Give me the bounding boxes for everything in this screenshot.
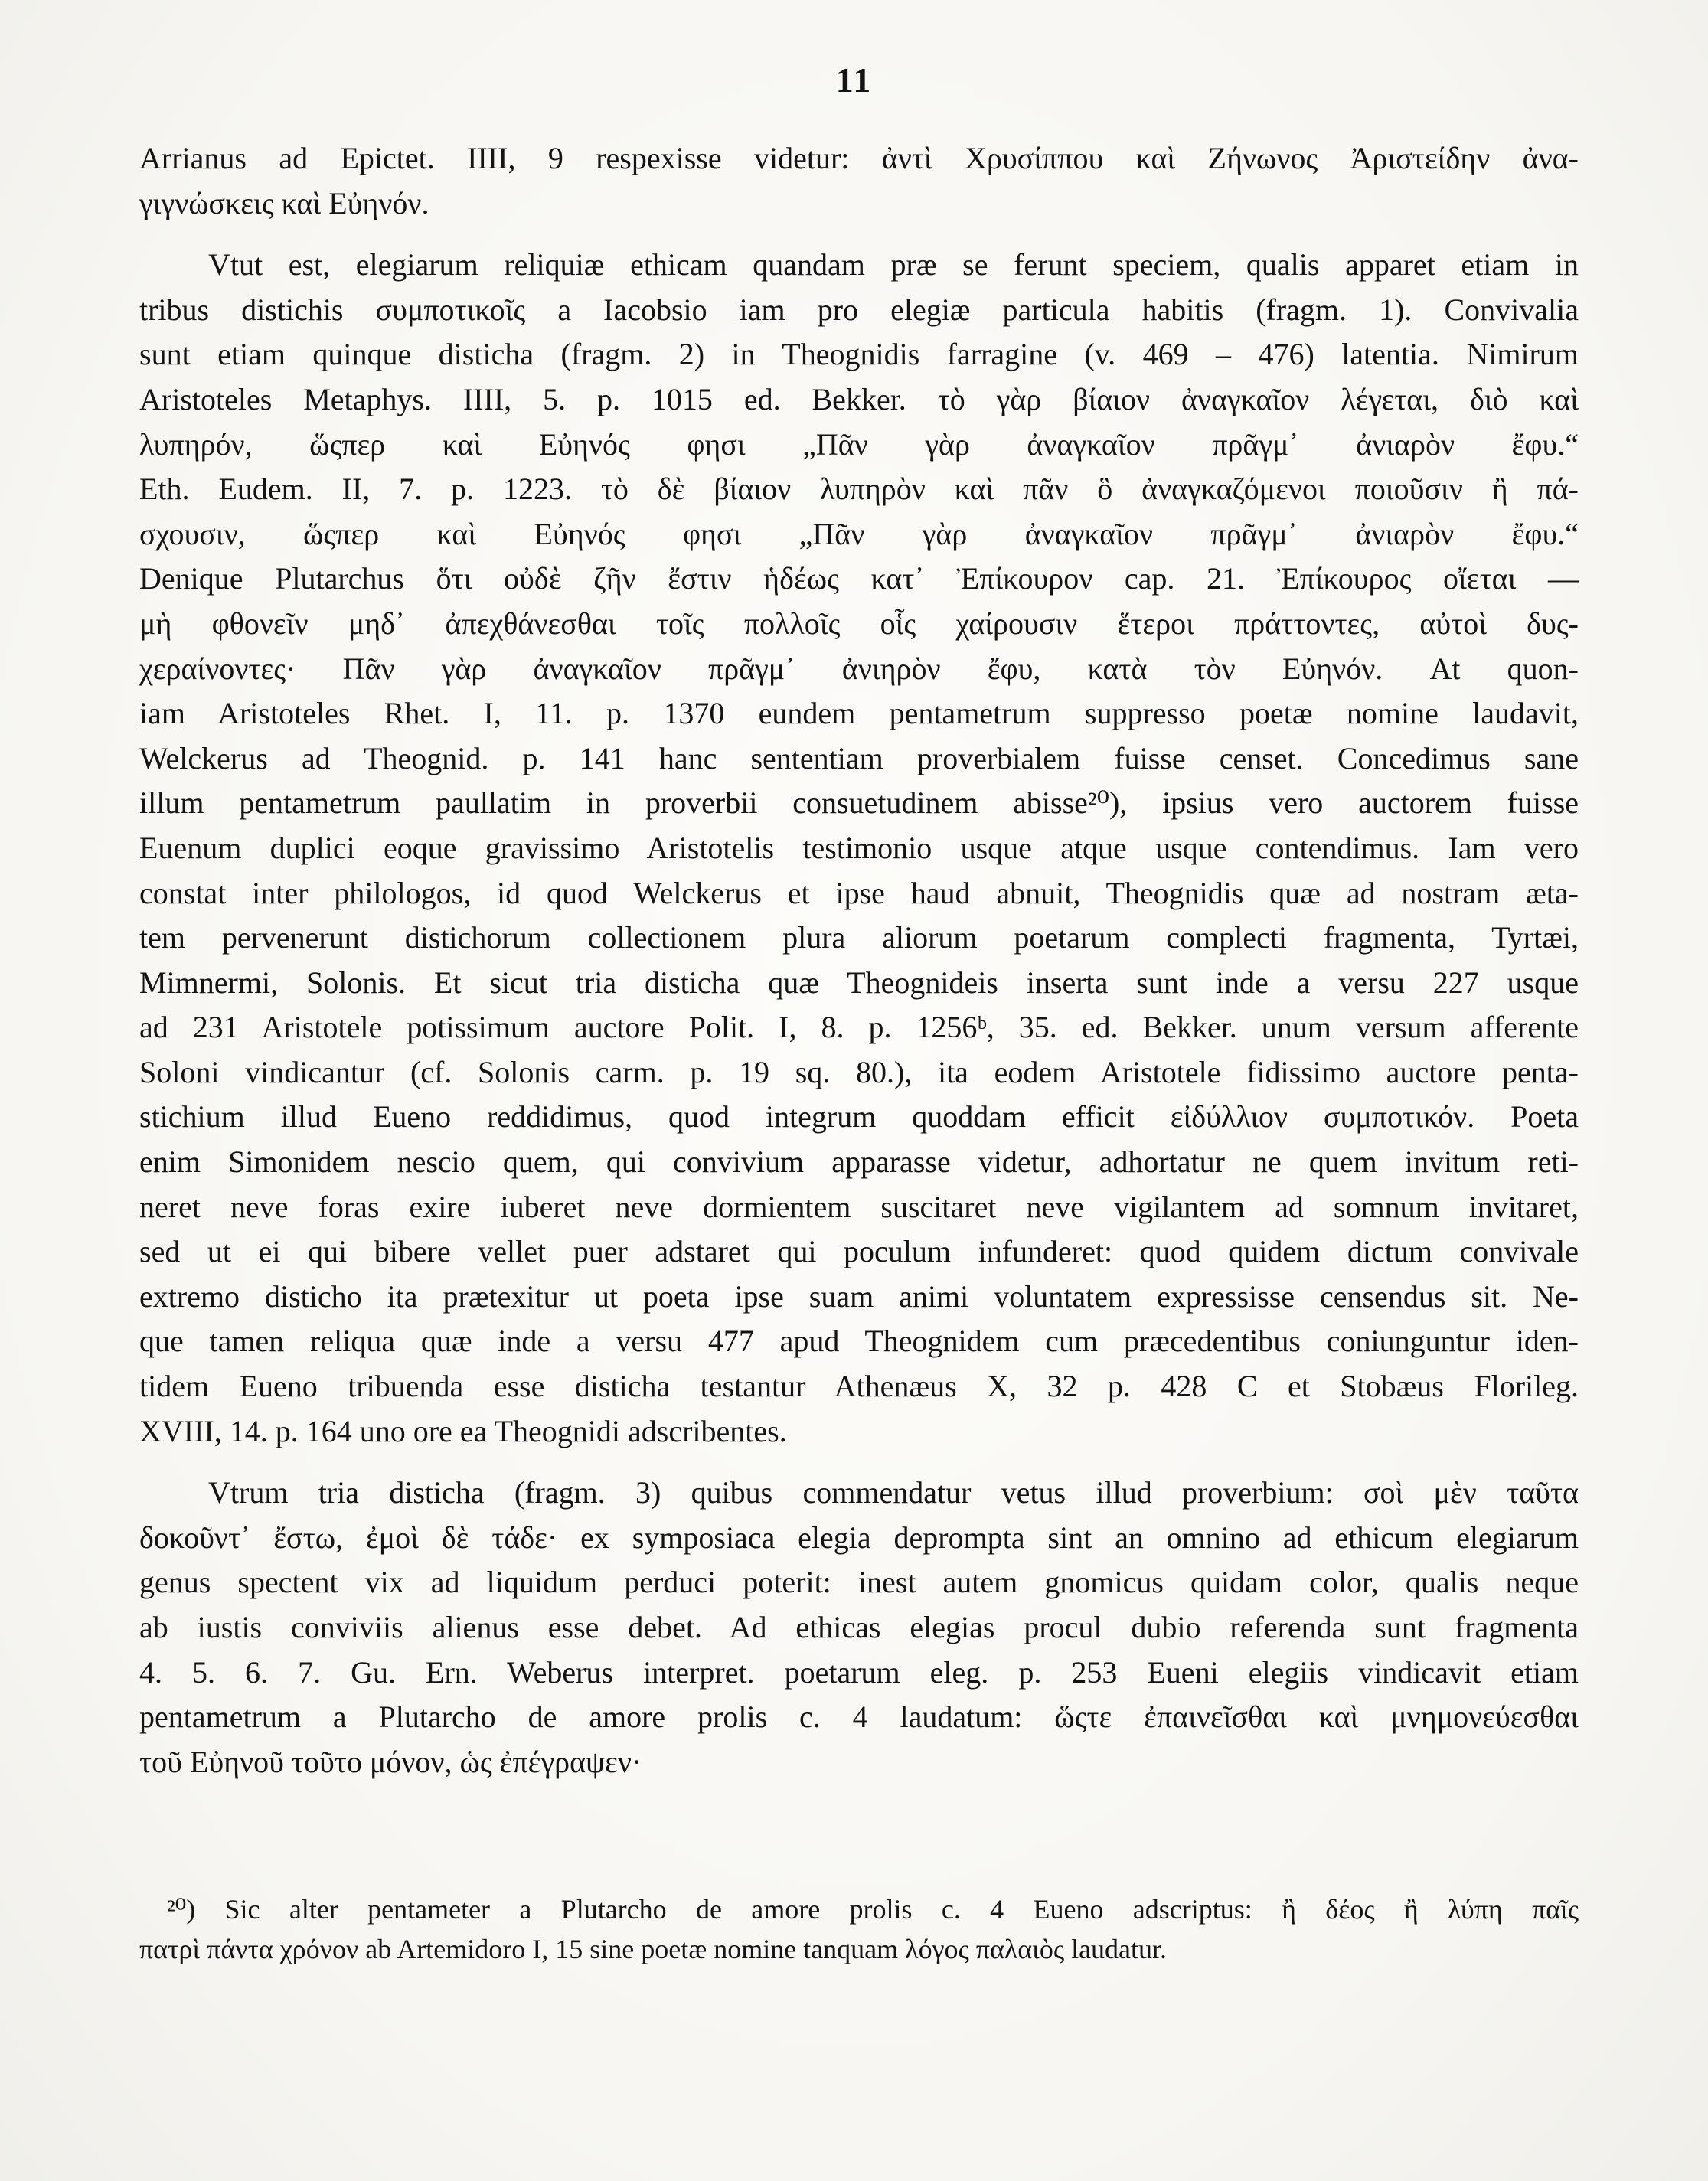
text-line: μὴ φθονεῖν μηδ᾽ ἀπεχθάνεσθαι τοῖς πολλοῖς οἷς χαίρουσιν ἕτεροι πράττοντες, αὐτοὶ δυς- bbox=[139, 606, 1579, 641]
text-line: enim Simonidem nescio quem, qui convivium apparasse videtur, adhortatur ne quem invitum reti- bbox=[139, 1144, 1579, 1180]
text-line: iam Aristoteles Rhet. I, 11. p. 1370 eundem pentametrum suppresso poetæ nomine laudavit, bbox=[139, 696, 1579, 731]
paragraph-3 bbox=[139, 1471, 1579, 1784]
text-line: λυπηρόν, ὥςπερ καὶ Εὐηνός φησι „Πᾶν γὰρ ἀναγκαῖον πρᾶγμ᾽ ἀνιαρὸν ἔφυ.“ bbox=[139, 426, 1579, 462]
footnotes bbox=[139, 1889, 1579, 1969]
text-line: sed ut ei qui bibere vellet puer adstaret qui poculum infunderet: quod quidem dictum convivale bbox=[139, 1234, 1579, 1269]
text-line: ab iustis conviviis alienus esse debet. Ad ethicas elegias procul dubio referenda sunt fragmenta bbox=[139, 1610, 1579, 1644]
text-line: extremo disticho ita prætexitur ut poeta ipse suam animi voluntatem expressisse censendus sit. Ne- bbox=[139, 1278, 1579, 1314]
text-line: ad 231 Aristotele potissimum auctore Polit. I, 8. p. 1256ᵇ, 35. ed. Bekker. unum versum afferente bbox=[139, 1010, 1579, 1045]
footnote-line: πατρὶ πάντα χρόνον ab Artemidoro I, 15 sine poetæ nomine tanquam λόγος παλαιὸς laudatur. bbox=[139, 1934, 1168, 1964]
text-line: constat inter philologos, id quod Welckerus et ipse haud abnuit, Theognidis quæ ad nostram æta- bbox=[139, 875, 1579, 910]
text-line: χεραίνοντες· Πᾶν γὰρ ἀναγκαῖον πρᾶγμ᾽ ἀνιηρὸν ἔφυ, κατὰ τὸν Εὐηνόν. At quon- bbox=[139, 651, 1579, 686]
paragraph-1 bbox=[139, 136, 1579, 226]
text-line: 4. 5. 6. 7. Gu. Ern. Weberus interpret. poetarum eleg. p. 253 Eueni elegiis vindicavit etiam bbox=[139, 1654, 1579, 1690]
text-line: Aristoteles Metaphys. IIII, 5. p. 1015 ed. Bekker. τὸ γὰρ βίαιον ἀναγκαῖον λέγεται, διὸ καὶ bbox=[139, 381, 1579, 416]
text-line: stichium illud Eueno reddidimus, quod integrum quoddam efficit εἰδύλλιον συμποτικόν. Poeta bbox=[139, 1099, 1579, 1135]
main-text bbox=[139, 136, 1579, 1784]
text-line: Arrianus ad Epictet. IIII, 9 respexisse videtur: ἀντὶ Χρυσίππου καὶ Ζήνωνος Ἀριστείδην ἀνα- bbox=[139, 141, 1579, 175]
text-line: illum pentametrum paullatim in proverbii consuetudinem abisse²⁰), ipsius vero auctorem fuisse bbox=[139, 785, 1579, 821]
text-line: tem pervenerunt distichorum collectionem plura aliorum poetarum complecti fragmenta, Tyrtæi, bbox=[139, 920, 1579, 955]
text-line: Soloni vindicantur (cf. Solonis carm. p. 19 sq. 80.), ita eodem Aristotele fidissimo auctore penta- bbox=[139, 1054, 1579, 1089]
text-line: δοκοῦντ᾽ ἔστω, ἐμοὶ δὲ τάδε· ex symposiaca elegia deprompta sint an omnino ad ethicum elegiarum bbox=[139, 1520, 1579, 1555]
page-number: 11 bbox=[835, 60, 873, 100]
text-line: σχουσιν, ὥςπερ καὶ Εὐηνός φησι „Πᾶν γὰρ ἀναγκαῖον πρᾶγμ᾽ ἀνιαρὸν ἔφυ.“ bbox=[139, 516, 1579, 551]
text-line: tidem Eueno tribuenda esse disticha testantur Athenæus X, 32 p. 428 C et Stobæus Florileg. bbox=[139, 1369, 1579, 1404]
text-line: γιγνώσκεις καὶ Εὐηνόν. bbox=[139, 185, 429, 220]
text-line: sunt etiam quinque disticha (fragm. 2) in Theognidis farragine (v. 469 – 476) latentia. Nimirum bbox=[139, 337, 1579, 372]
text-line: τοῦ Εὐηνοῦ τοῦτο μόνον, ὡς ἐπέγραψεν· bbox=[139, 1744, 642, 1779]
text-line: Vtut est, elegiarum reliquiæ ethicam quandam præ se ferunt speciem, qualis apparet etiam in bbox=[208, 247, 1579, 282]
text-line: Euenum duplici eoque gravissimo Aristotelis testimonio usque atque usque contendimus. Iam vero bbox=[139, 830, 1579, 865]
footnote-line: ²⁰) Sic alter pentameter a Plutarcho de amore prolis c. 4 Eueno adscriptus: ἢ δέος ἢ λύπη παῖς bbox=[167, 1894, 1579, 1925]
paragraph-2 bbox=[139, 243, 1579, 1454]
text-line: Eth. Eudem. II, 7. p. 1223. τὸ δὲ βίαιον λυπηρὸν καὶ πᾶν ὃ ἀναγκαζόμενοι ποιοῦσιν ἢ πά- bbox=[139, 472, 1579, 507]
text-line: genus spectent vix ad liquidum perduci poterit: inest autem gnomicus quidam color, qualis neque bbox=[139, 1565, 1579, 1600]
text-line: tribus distichis συμποτικοῖς a Iacobsio iam pro elegiæ particula habitis (fragm. 1). Convivalia bbox=[139, 292, 1579, 327]
text-line: Denique Plutarchus ὅτι οὐδὲ ζῆν ἔστιν ἡδέως κατ᾽ Ἐπίκουρον cap. 21. Ἐπίκουρος οἴεται — bbox=[139, 561, 1579, 596]
text-line: Welckerus ad Theognid. p. 141 hanc sententiam proverbialem fuisse censet. Concedimus sane bbox=[139, 740, 1579, 775]
text-line: que tamen reliqua quæ inde a versu 477 apud Theognidem cum præcedentibus coniunguntur iden- bbox=[139, 1324, 1579, 1359]
text-line: neret neve foras exire iuberet neve dormientem suscitaret neve vigilantem ad somnum invitaret, bbox=[139, 1189, 1579, 1224]
text-line: Mimnermi, Solonis. Et sicut tria disticha quæ Theognideis inserta sunt inde a versu 227 usque bbox=[139, 965, 1579, 1000]
text-line: XVIII, 14. p. 164 uno ore ea Theognidi adscribentes. bbox=[139, 1413, 787, 1448]
text-line: Vtrum tria disticha (fragm. 3) quibus commendatur vetus illud proverbium: σοὶ μὲν ταῦτα bbox=[208, 1475, 1579, 1510]
text-line: pentametrum a Plutarcho de amore prolis c. 4 laudatum: ὥςτε ἐπαινεῖσθαι καὶ μνημονεύεσθαι bbox=[139, 1699, 1579, 1735]
